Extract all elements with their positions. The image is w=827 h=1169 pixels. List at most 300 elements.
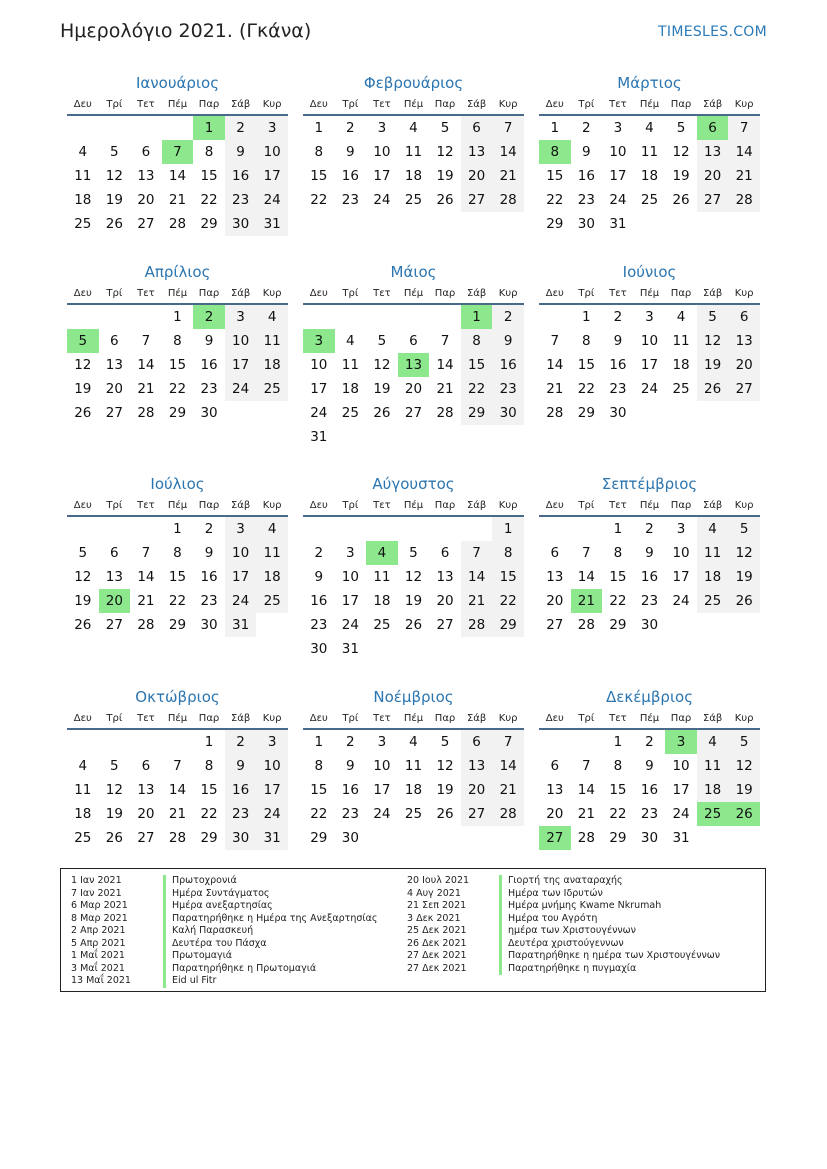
day-cell: 23 xyxy=(609,381,627,397)
empty-day-cell xyxy=(398,517,430,541)
day-cell: 2 xyxy=(645,734,654,750)
day-cell: 25 xyxy=(256,589,288,613)
day-cell: 23 xyxy=(640,806,659,822)
day-cell: 5 xyxy=(78,545,88,561)
day-cell: 11 xyxy=(697,754,729,778)
empty-day-cell xyxy=(539,517,571,541)
day-cell: 20 xyxy=(137,806,155,822)
day-cell: 28 xyxy=(546,405,564,421)
day-grid xyxy=(67,517,288,637)
weekday-label: Παρ xyxy=(198,500,220,511)
day-cell: 9 xyxy=(613,333,623,349)
legend-holiday-name: Ημέρα ανεξαρτησίας xyxy=(163,900,273,913)
day-cell: 19 xyxy=(373,381,391,397)
day-cell: 21 xyxy=(728,164,760,188)
day-cell: 25 xyxy=(404,806,423,822)
day-cell: 10 xyxy=(672,545,690,561)
day-cell: 24 xyxy=(310,405,328,421)
empty-day-cell xyxy=(366,305,398,329)
day-cell: 22 xyxy=(609,806,627,822)
month-name: Ιανουάριος xyxy=(135,74,219,92)
day-cell: 16 xyxy=(341,168,359,184)
day-cell: 19 xyxy=(74,381,92,397)
day-cell: 7 xyxy=(440,333,450,349)
weekday-label: Τετ xyxy=(137,500,155,511)
day-cell: 21 xyxy=(461,589,493,613)
weekday-label: Τετ xyxy=(609,99,627,110)
day-cell: 5 xyxy=(440,120,450,136)
month-block xyxy=(67,261,288,425)
weekday-label: Παρ xyxy=(434,99,456,110)
day-cell: 18 xyxy=(74,806,92,822)
day-cell: 29 xyxy=(546,216,564,232)
weekday-label: Τρί xyxy=(342,288,359,299)
legend-date: 1 Μαΐ 2021 xyxy=(71,950,125,961)
day-cell: 8 xyxy=(314,144,324,160)
holiday-day-cell: 25 xyxy=(697,802,729,826)
empty-day-cell xyxy=(99,517,131,541)
day-cell: 27 xyxy=(697,188,729,212)
day-cell: 20 xyxy=(546,593,564,609)
day-cell: 16 xyxy=(225,164,257,188)
day-cell: 4 xyxy=(78,144,88,160)
weekday-label: Κυρ xyxy=(498,500,518,511)
weekday-label: Τρί xyxy=(106,99,123,110)
day-cell: 7 xyxy=(461,541,493,565)
weekday-label: Σάβ xyxy=(702,288,723,299)
holiday-legend xyxy=(60,868,766,992)
day-cell: 2 xyxy=(204,521,214,537)
weekday-label: Τετ xyxy=(373,99,391,110)
day-cell: 20 xyxy=(697,164,729,188)
day-cell: 21 xyxy=(137,381,155,397)
day-grid xyxy=(67,116,288,236)
weekday-label: Τρί xyxy=(578,288,595,299)
weekday-label: Τετ xyxy=(137,288,155,299)
day-cell: 23 xyxy=(200,593,218,609)
legend-date: 27 Δεκ 2021 xyxy=(407,950,467,961)
day-cell: 19 xyxy=(672,168,690,184)
day-cell: 7 xyxy=(728,116,760,140)
day-cell: 6 xyxy=(440,545,450,561)
day-cell: 3 xyxy=(613,120,623,136)
day-cell: 23 xyxy=(310,617,328,633)
weekday-label: Τετ xyxy=(137,713,155,724)
day-cell: 28 xyxy=(168,216,187,232)
empty-day-cell xyxy=(99,305,131,329)
weekday-label: Κυρ xyxy=(262,288,282,299)
weekday-label: Σάβ xyxy=(466,500,487,511)
day-cell: 4 xyxy=(256,517,288,541)
month-block xyxy=(303,686,524,850)
day-cell: 18 xyxy=(697,565,729,589)
day-cell: 21 xyxy=(436,381,454,397)
day-cell: 14 xyxy=(728,140,760,164)
day-cell: 13 xyxy=(105,357,123,373)
day-cell: 3 xyxy=(377,120,387,136)
day-cell: 17 xyxy=(672,569,690,585)
day-cell: 24 xyxy=(225,589,257,613)
day-cell: 7 xyxy=(550,333,560,349)
weekday-header xyxy=(67,499,288,517)
day-cell: 30 xyxy=(200,617,218,633)
day-cell: 21 xyxy=(168,192,187,208)
day-cell: 6 xyxy=(728,305,760,329)
month-block xyxy=(303,473,524,661)
month-name: Νοέμβριος xyxy=(373,688,454,706)
day-cell: 23 xyxy=(492,377,524,401)
month-block xyxy=(67,686,288,850)
day-cell: 27 xyxy=(546,617,564,633)
day-cell: 24 xyxy=(256,188,288,212)
holiday-day-cell: 1 xyxy=(193,116,225,140)
day-cell: 19 xyxy=(728,565,760,589)
holiday-day-cell: 27 xyxy=(539,826,571,850)
day-cell: 16 xyxy=(640,569,659,585)
day-cell: 30 xyxy=(640,617,659,633)
day-cell: 10 xyxy=(225,541,257,565)
brand-link[interactable]: TIMESLES.COM xyxy=(658,24,767,40)
day-grid xyxy=(303,116,524,212)
weekday-label: Τρί xyxy=(578,500,595,511)
month-name: Μάρτιος xyxy=(617,74,682,92)
legend-holiday-name: Παρατηρήθηκε η ημέρα των Χριστουγέννων xyxy=(499,950,720,963)
day-cell: 16 xyxy=(492,353,524,377)
weekday-label: Πέμ xyxy=(403,713,424,724)
weekday-label: Τρί xyxy=(342,99,359,110)
empty-day-cell xyxy=(335,517,367,541)
weekday-header xyxy=(303,712,524,730)
weekday-header xyxy=(539,287,760,305)
day-cell: 24 xyxy=(373,192,391,208)
weekday-label: Πέμ xyxy=(639,99,660,110)
day-cell: 20 xyxy=(137,192,155,208)
day-cell: 7 xyxy=(582,545,591,561)
weekday-header xyxy=(67,712,288,730)
day-cell: 31 xyxy=(256,826,288,850)
empty-day-cell xyxy=(130,116,162,140)
empty-day-cell xyxy=(162,116,194,140)
day-cell: 1 xyxy=(550,120,560,136)
day-cell: 26 xyxy=(697,377,729,401)
day-cell: 2 xyxy=(582,120,591,136)
weekday-label: Τρί xyxy=(342,500,359,511)
holiday-day-cell: 7 xyxy=(162,140,194,164)
day-cell: 2 xyxy=(225,116,257,140)
legend-date: 6 Μαρ 2021 xyxy=(71,900,128,911)
day-cell: 23 xyxy=(341,192,359,208)
day-cell: 29 xyxy=(577,405,595,421)
day-cell: 30 xyxy=(225,826,257,850)
weekday-label: Δευ xyxy=(73,99,92,110)
day-cell: 29 xyxy=(461,401,493,425)
day-cell: 17 xyxy=(256,164,288,188)
day-cell: 22 xyxy=(546,192,564,208)
empty-day-cell xyxy=(67,517,99,541)
day-cell: 31 xyxy=(310,429,328,445)
holiday-day-cell: 26 xyxy=(728,802,760,826)
empty-day-cell xyxy=(162,730,194,754)
day-cell: 22 xyxy=(310,806,328,822)
holiday-day-cell: 13 xyxy=(398,353,430,377)
day-cell: 31 xyxy=(609,216,627,232)
day-cell: 19 xyxy=(404,593,423,609)
empty-day-cell xyxy=(366,517,398,541)
day-cell: 9 xyxy=(346,758,355,774)
legend-date: 27 Δεκ 2021 xyxy=(407,962,467,974)
day-cell: 20 xyxy=(461,164,493,188)
day-cell: 18 xyxy=(341,381,359,397)
day-cell: 15 xyxy=(200,782,218,798)
legend-holiday-name: Ημέρα του Αγρότη xyxy=(499,913,597,926)
weekday-label: Τρί xyxy=(578,713,595,724)
day-cell: 30 xyxy=(640,830,659,846)
day-cell: 6 xyxy=(141,144,151,160)
day-cell: 6 xyxy=(461,116,493,140)
day-cell: 1 xyxy=(492,517,524,541)
day-cell: 19 xyxy=(697,353,729,377)
day-cell: 27 xyxy=(461,802,493,826)
month-name: Οκτώβριος xyxy=(135,688,220,706)
day-cell: 28 xyxy=(728,188,760,212)
legend-holiday-name: Καλή Παρασκευή xyxy=(163,925,253,938)
day-cell: 21 xyxy=(492,164,524,188)
day-cell: 8 xyxy=(173,545,182,561)
day-cell: 17 xyxy=(341,593,359,609)
day-cell: 27 xyxy=(404,405,423,421)
weekday-label: Πέμ xyxy=(167,99,188,110)
day-cell: 31 xyxy=(672,830,690,846)
day-grid xyxy=(67,730,288,850)
legend-holiday-name: Γιορτή της αναταραχής xyxy=(499,875,623,888)
day-cell: 12 xyxy=(105,168,123,184)
day-cell: 7 xyxy=(141,545,151,561)
day-cell: 19 xyxy=(436,782,454,798)
day-cell: 29 xyxy=(200,216,218,232)
weekday-label: Πέμ xyxy=(403,99,424,110)
day-cell: 15 xyxy=(577,357,595,373)
day-cell: 18 xyxy=(697,778,729,802)
month-name: Αύγουστος xyxy=(372,475,455,493)
weekday-label: Παρ xyxy=(670,713,692,724)
day-cell: 1 xyxy=(314,734,324,750)
empty-day-cell xyxy=(461,517,493,541)
day-cell: 17 xyxy=(373,782,391,798)
empty-day-cell xyxy=(303,517,335,541)
legend-date: 20 Ιουλ 2021 xyxy=(407,875,470,886)
day-cell: 26 xyxy=(373,405,391,421)
day-cell: 10 xyxy=(310,357,328,373)
holiday-day-cell: 1 xyxy=(461,305,493,329)
weekday-label: Τετ xyxy=(609,713,627,724)
day-cell: 10 xyxy=(373,758,391,774)
weekday-label: Δευ xyxy=(309,99,328,110)
day-cell: 7 xyxy=(582,758,591,774)
day-cell: 16 xyxy=(577,168,595,184)
day-cell: 10 xyxy=(225,329,257,353)
day-cell: 11 xyxy=(373,569,391,585)
day-cell: 13 xyxy=(461,754,493,778)
weekday-label: Κυρ xyxy=(262,500,282,511)
empty-day-cell xyxy=(67,305,99,329)
day-cell: 9 xyxy=(204,333,214,349)
day-cell: 11 xyxy=(74,168,92,184)
day-cell: 2 xyxy=(314,545,324,561)
day-cell: 11 xyxy=(672,333,690,349)
day-cell: 2 xyxy=(346,734,355,750)
day-cell: 6 xyxy=(550,758,560,774)
weekday-label: Δευ xyxy=(73,288,92,299)
day-cell: 18 xyxy=(404,782,423,798)
day-cell: 15 xyxy=(609,569,627,585)
day-cell: 6 xyxy=(461,730,493,754)
day-cell: 26 xyxy=(74,617,92,633)
day-cell: 12 xyxy=(697,329,729,353)
legend-date: 5 Απρ 2021 xyxy=(71,937,126,949)
day-cell: 24 xyxy=(640,381,659,397)
weekday-label: Πέμ xyxy=(403,288,424,299)
day-cell: 22 xyxy=(461,377,493,401)
weekday-label: Σάβ xyxy=(230,288,251,299)
day-cell: 4 xyxy=(346,333,355,349)
day-cell: 13 xyxy=(105,569,123,585)
legend-date: 1 Ιαν 2021 xyxy=(71,875,122,886)
day-cell: 8 xyxy=(204,144,214,160)
day-cell: 29 xyxy=(492,613,524,637)
day-cell: 5 xyxy=(377,333,387,349)
day-cell: 22 xyxy=(492,589,524,613)
day-cell: 30 xyxy=(609,405,627,421)
day-cell: 25 xyxy=(341,405,359,421)
day-cell: 5 xyxy=(728,517,760,541)
day-cell: 3 xyxy=(256,730,288,754)
day-cell: 9 xyxy=(645,758,654,774)
day-cell: 17 xyxy=(609,168,627,184)
weekday-label: Σάβ xyxy=(230,500,251,511)
day-cell: 5 xyxy=(409,545,418,561)
day-cell: 3 xyxy=(346,545,355,561)
day-cell: 23 xyxy=(225,802,257,826)
day-cell: 11 xyxy=(74,782,92,798)
day-cell: 12 xyxy=(728,754,760,778)
day-cell: 23 xyxy=(225,188,257,212)
weekday-header xyxy=(67,98,288,116)
day-cell: 17 xyxy=(310,381,328,397)
holiday-day-cell: 3 xyxy=(665,730,697,754)
holiday-day-cell: 20 xyxy=(99,589,131,613)
weekday-label: Κυρ xyxy=(498,288,518,299)
day-cell: 3 xyxy=(225,305,257,329)
day-cell: 19 xyxy=(105,806,123,822)
empty-day-cell xyxy=(429,305,461,329)
day-cell: 18 xyxy=(74,192,92,208)
day-cell: 4 xyxy=(676,309,686,325)
day-cell: 19 xyxy=(105,192,123,208)
day-grid xyxy=(67,305,288,425)
empty-day-cell xyxy=(130,517,162,541)
day-cell: 2 xyxy=(645,521,654,537)
weekday-label: Τρί xyxy=(106,500,123,511)
day-cell: 10 xyxy=(256,754,288,778)
weekday-label: Δευ xyxy=(309,288,328,299)
weekday-label: Τετ xyxy=(609,288,627,299)
day-cell: 29 xyxy=(200,830,218,846)
legend-date: 8 Μαρ 2021 xyxy=(71,912,128,924)
month-name: Ιούλιος xyxy=(150,475,205,493)
day-cell: 2 xyxy=(346,120,355,136)
weekday-label: Πέμ xyxy=(403,500,424,511)
day-cell: 17 xyxy=(256,778,288,802)
weekday-label: Κυρ xyxy=(262,99,282,110)
empty-day-cell xyxy=(130,305,162,329)
weekday-label: Πέμ xyxy=(167,288,188,299)
day-cell: 11 xyxy=(341,357,359,373)
weekday-label: Κυρ xyxy=(734,713,754,724)
legend-holiday-name: Eid ul Fitr xyxy=(163,975,216,988)
weekday-label: Σάβ xyxy=(702,99,723,110)
day-cell: 28 xyxy=(577,830,595,846)
day-cell: 22 xyxy=(200,192,218,208)
holiday-day-cell: 3 xyxy=(303,329,335,353)
weekday-label: Πέμ xyxy=(639,713,660,724)
day-cell: 3 xyxy=(676,521,686,537)
day-cell: 16 xyxy=(200,357,218,373)
month-block xyxy=(539,261,760,425)
day-cell: 12 xyxy=(436,758,454,774)
weekday-header xyxy=(303,98,524,116)
day-cell: 10 xyxy=(609,144,627,160)
holiday-day-cell: 8 xyxy=(539,140,571,164)
weekday-label: Κυρ xyxy=(734,99,754,110)
day-cell: 21 xyxy=(168,806,187,822)
day-cell: 25 xyxy=(672,381,690,397)
empty-day-cell xyxy=(130,730,162,754)
day-grid xyxy=(539,730,760,850)
day-cell: 20 xyxy=(404,381,423,397)
day-cell: 29 xyxy=(168,617,187,633)
day-cell: 5 xyxy=(110,758,119,774)
day-cell: 14 xyxy=(436,357,454,373)
day-cell: 27 xyxy=(105,617,123,633)
day-cell: 12 xyxy=(105,782,123,798)
day-cell: 10 xyxy=(672,758,690,774)
weekday-label: Σάβ xyxy=(702,500,723,511)
day-cell: 22 xyxy=(168,593,187,609)
legend-holiday-name: Ημέρα των Ιδρυτών xyxy=(499,888,603,901)
day-cell: 1 xyxy=(314,120,324,136)
day-cell: 8 xyxy=(613,545,623,561)
day-cell: 2 xyxy=(613,309,623,325)
day-cell: 26 xyxy=(404,617,423,633)
day-cell: 15 xyxy=(310,168,328,184)
day-cell: 28 xyxy=(168,830,187,846)
weekday-label: Τετ xyxy=(373,713,391,724)
empty-day-cell xyxy=(67,730,99,754)
day-cell: 28 xyxy=(436,405,454,421)
day-cell: 27 xyxy=(461,188,493,212)
day-cell: 29 xyxy=(168,405,187,421)
legend-date: 13 Μαΐ 2021 xyxy=(71,975,131,986)
day-cell: 15 xyxy=(168,357,187,373)
day-cell: 15 xyxy=(546,168,564,184)
day-cell: 15 xyxy=(200,168,218,184)
day-cell: 25 xyxy=(404,192,423,208)
weekday-label: Παρ xyxy=(670,99,692,110)
day-cell: 26 xyxy=(436,192,454,208)
holiday-day-cell: 2 xyxy=(193,305,225,329)
day-cell: 12 xyxy=(74,357,92,373)
day-cell: 29 xyxy=(310,830,328,846)
